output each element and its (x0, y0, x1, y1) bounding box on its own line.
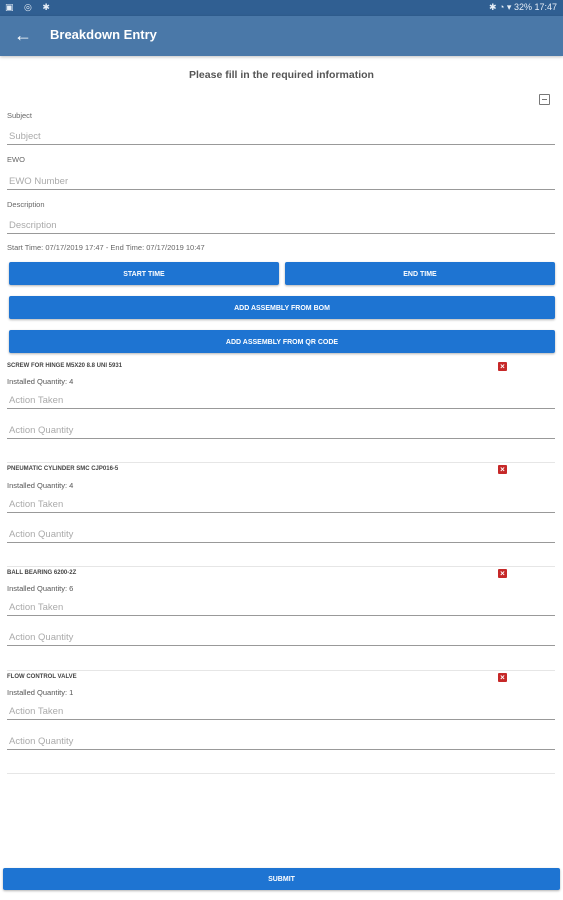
page-title: Breakdown Entry (50, 27, 157, 42)
arrow-left-icon[interactable]: ← (14, 25, 32, 45)
installed-quantity: Installed Quantity: 4 (7, 481, 74, 490)
installed-quantity: Installed Quantity: 1 (7, 688, 74, 697)
action-quantity-input[interactable] (7, 423, 555, 439)
action-quantity-input[interactable] (7, 734, 555, 750)
installed-quantity: Installed Quantity: 4 (7, 377, 74, 386)
add-assembly-from-bom-button[interactable]: ADD ASSEMBLY FROM BOM (9, 296, 555, 319)
part-divider (7, 566, 555, 567)
action-quantity-input[interactable] (7, 527, 555, 543)
end-time-button[interactable]: END TIME (285, 262, 555, 285)
part-name: BALL BEARING 6200-2Z (7, 570, 77, 576)
subject-input[interactable] (7, 129, 555, 145)
part-divider (7, 462, 555, 463)
delete-icon[interactable]: × (498, 673, 507, 682)
part-divider (7, 670, 555, 671)
part-name: SCREW FOR HINGE M5X20 8.8 UNI 5931 (7, 363, 123, 369)
description-label: Description (7, 200, 45, 209)
installed-quantity: Installed Quantity: 6 (7, 584, 74, 593)
ewo-label: EWO (7, 155, 25, 164)
action-taken-input[interactable] (7, 704, 555, 720)
action-taken-input[interactable] (7, 497, 555, 513)
form-heading: Please fill in the required information (189, 69, 374, 81)
action-taken-input[interactable] (7, 600, 555, 616)
part-divider (7, 773, 555, 774)
description-input[interactable] (7, 218, 555, 234)
status-bar-right-info: ✱ ◔ ▾ 32% 17:47 (488, 2, 557, 12)
app-bar (0, 16, 563, 56)
delete-icon[interactable]: × (498, 465, 507, 474)
action-quantity-input[interactable] (7, 630, 555, 646)
delete-icon[interactable]: × (498, 362, 507, 371)
add-assembly-from-qr-code-button[interactable]: ADD ASSEMBLY FROM QR CODE (9, 330, 555, 353)
action-taken-input[interactable] (7, 393, 555, 409)
collapse-icon[interactable] (539, 94, 550, 105)
status-bar (0, 0, 563, 16)
status-bar-left-icons: ▣ ◎ ✱ (5, 2, 54, 12)
submit-button[interactable]: SUBMIT (3, 868, 560, 890)
part-name: PNEUMATIC CYLINDER SMC CJP016-5 (7, 466, 119, 472)
part-name: FLOW CONTROL VALVE (7, 674, 77, 680)
start-time-button[interactable]: START TIME (9, 262, 279, 285)
ewo-number-input[interactable] (7, 174, 555, 190)
subject-label: Subject (7, 111, 33, 120)
delete-icon[interactable]: × (498, 569, 507, 578)
start-end-time-text: Start Time: 07/17/2019 17:47 - End Time: 07/17/2019 10:47 (7, 243, 205, 252)
